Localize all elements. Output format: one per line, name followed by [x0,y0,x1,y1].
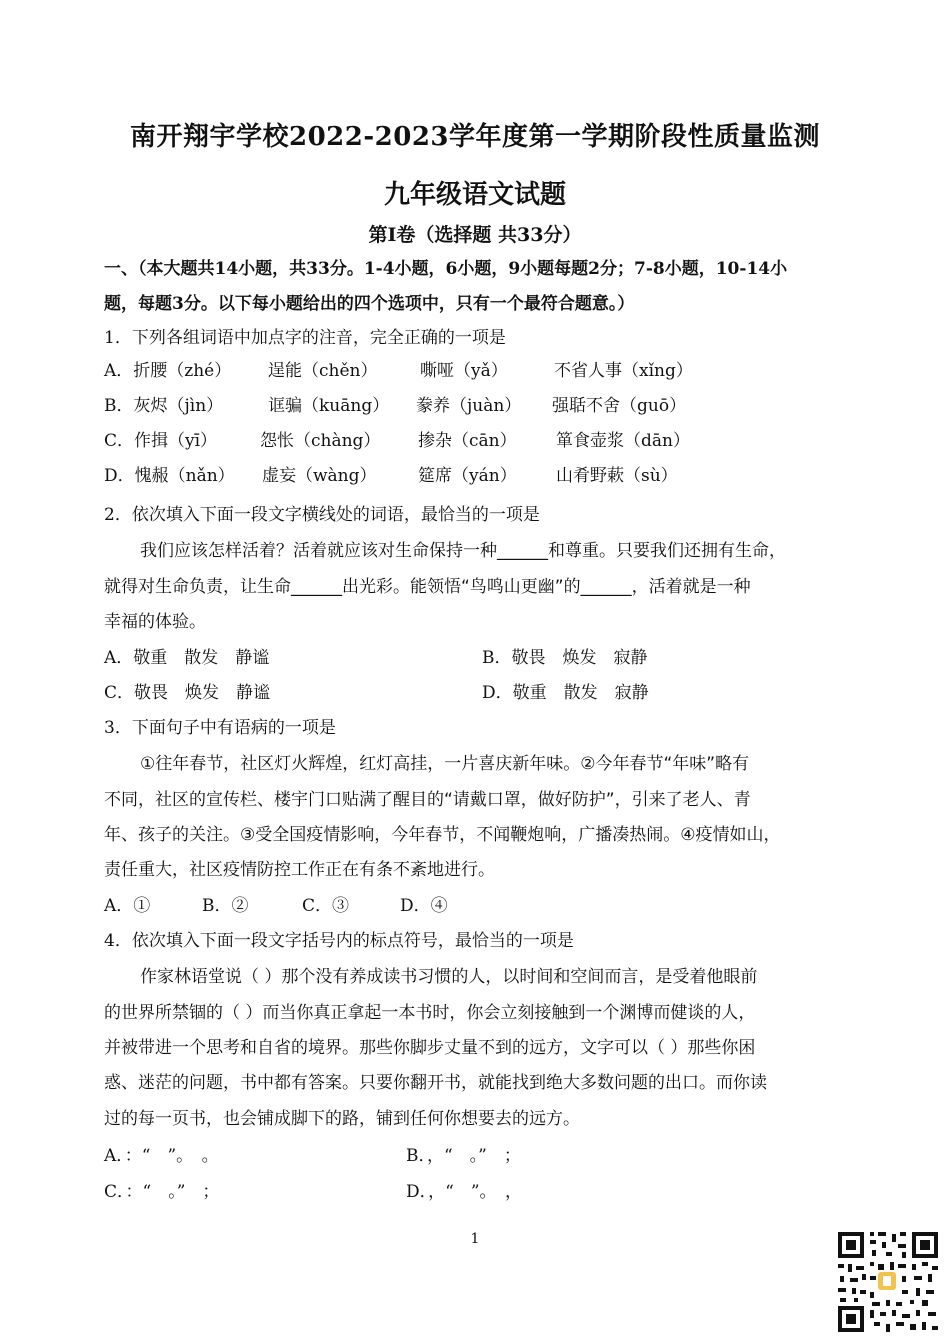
section-title: 第Ⅰ卷（选择题 共33分） [368,224,582,246]
q4-passage-line-4: 惑、迷茫的问题，书中都有答案。只要你翻开书，就能找到绝大多数问题的出口。而你读 [104,1073,767,1093]
instructions-line-2: 题，每题3分。以下每小题给出的四个选项中，只有一个最符合题意。） [104,294,635,314]
q1-d-item-1: D．愧赧（nǎn） [104,466,235,486]
q3-passage-line-2: 不同，社区的宣传栏、楼宇门口贴满了醒目的“请戴口罩，做好防护”，引来了老人、青 [104,790,751,810]
q1-b-item-3: 豢养（juàn） [416,396,522,416]
q1-a-item-1: A．折腰（zhé） [104,361,232,381]
q4-passage-line-2: 的世界所禁锢的（ ）而当你真正拿起一本书时，你会立刻接触到一个渊博而健谈的人， [104,1003,756,1023]
question-3-stem: 3．下面句子中有语病的一项是 [104,718,336,738]
q1-c-item-2: 怨怅（chàng） [260,431,381,451]
q4-option-c: C．：“ 。” ； [104,1182,220,1202]
q2-passage-line-1: 我们应该怎样活着？活着就应该对生命保持一种______和尊重。只要我们还拥有生命， [140,541,786,561]
q3-option-c: C．③ [302,896,350,916]
q1-a-item-2: 逞能（chěn） [268,361,378,381]
exam-title: 南开翔宇学校2022-2023学年度第一学期阶段性质量监测 [129,122,821,152]
instructions-line-1: 一、（本大题共14小题，共33分。1-4小题，6小题，9小题每题2分；7-8小题，10-14小 [104,259,788,279]
q2-option-d: D．敬重 散发 寂静 [482,683,649,703]
q1-c-item-4: 箪食壶浆（dān） [556,431,690,451]
question-4-stem: 4．依次填入下面一段文字括号内的标点符号，最恰当的一项是 [104,931,574,951]
q1-a-item-4: 不省人事（xǐng） [554,361,693,381]
q4-passage-line-3: 并被带进一个思考和自省的境界。那些你脚步丈量不到的远方，文字可以（ ）那些你困 [104,1038,756,1058]
q4-option-d: D．，“ ”。 ， [406,1182,523,1202]
q1-c-item-3: 掺杂（cān） [418,431,517,451]
q1-d-item-2: 虚妄（wàng） [262,466,377,486]
q1-d-item-3: 筵席（yán） [418,466,517,486]
page-number: 1 [470,1231,480,1247]
q4-passage-line-5: 过的每一页书，也会铺成脚下的路，铺到任何你想要去的远方。 [104,1109,580,1129]
q1-b-item-4: 强聒不舍（guō） [552,396,687,416]
q1-b-item-2: 诓骗（kuāng） [268,396,390,416]
q4-passage-line-1: 作家林语堂说（ ）那个没有养成读书习惯的人，以时间和空间而言，是受着他眼前 [140,967,758,987]
q3-option-b: B．② [202,896,249,916]
question-2-stem: 2．依次填入下面一段文字横线处的词语，最恰当的一项是 [104,505,540,525]
q3-passage-line-4: 责任重大，社区疫情防控工作正在有条不紊地进行。 [104,860,495,880]
q4-option-a: A．：“ ”。 。 [104,1146,219,1166]
q2-option-c: C．敬畏 焕发 静谧 [104,683,271,703]
q2-option-a: A．敬重 散发 静谧 [104,648,270,668]
q4-option-b: B．，“ 。” ； [406,1146,521,1166]
q3-option-d: D．④ [400,896,448,916]
question-1-stem: 1．下列各组词语中加点字的注音，完全正确的一项是 [104,328,506,348]
exam-subtitle: 九年级语文试题 [383,180,566,210]
q1-c-item-1: C．作揖（yī） [104,431,218,451]
q1-b-item-1: B．灰烬（jìn） [104,396,224,416]
q3-option-a: A．① [104,896,151,916]
q1-d-item-4: 山肴野蔌（sù） [556,466,678,486]
qr-code-icon [836,1230,940,1334]
q2-option-b: B．敬畏 焕发 寂静 [482,648,648,668]
q1-a-item-3: 嘶哑（yǎ） [420,361,508,381]
q2-passage-line-2: 就得对生命负责，让生命______出光彩。能领悟“鸟鸣山更幽”的______，活着就是一种 [104,577,751,597]
q3-passage-line-1: ①往年春节，社区灯火辉煌，红灯高挂，一片喜庆新年味。②今年春节“年味”略有 [140,754,750,774]
q3-passage-line-3: 年、孩子的关注。③受全国疫情影响，今年春节，不闻鞭炮响，广播凑热闹。④疫情如山， [104,825,781,845]
q2-passage-line-3: 幸福的体验。 [104,612,206,632]
